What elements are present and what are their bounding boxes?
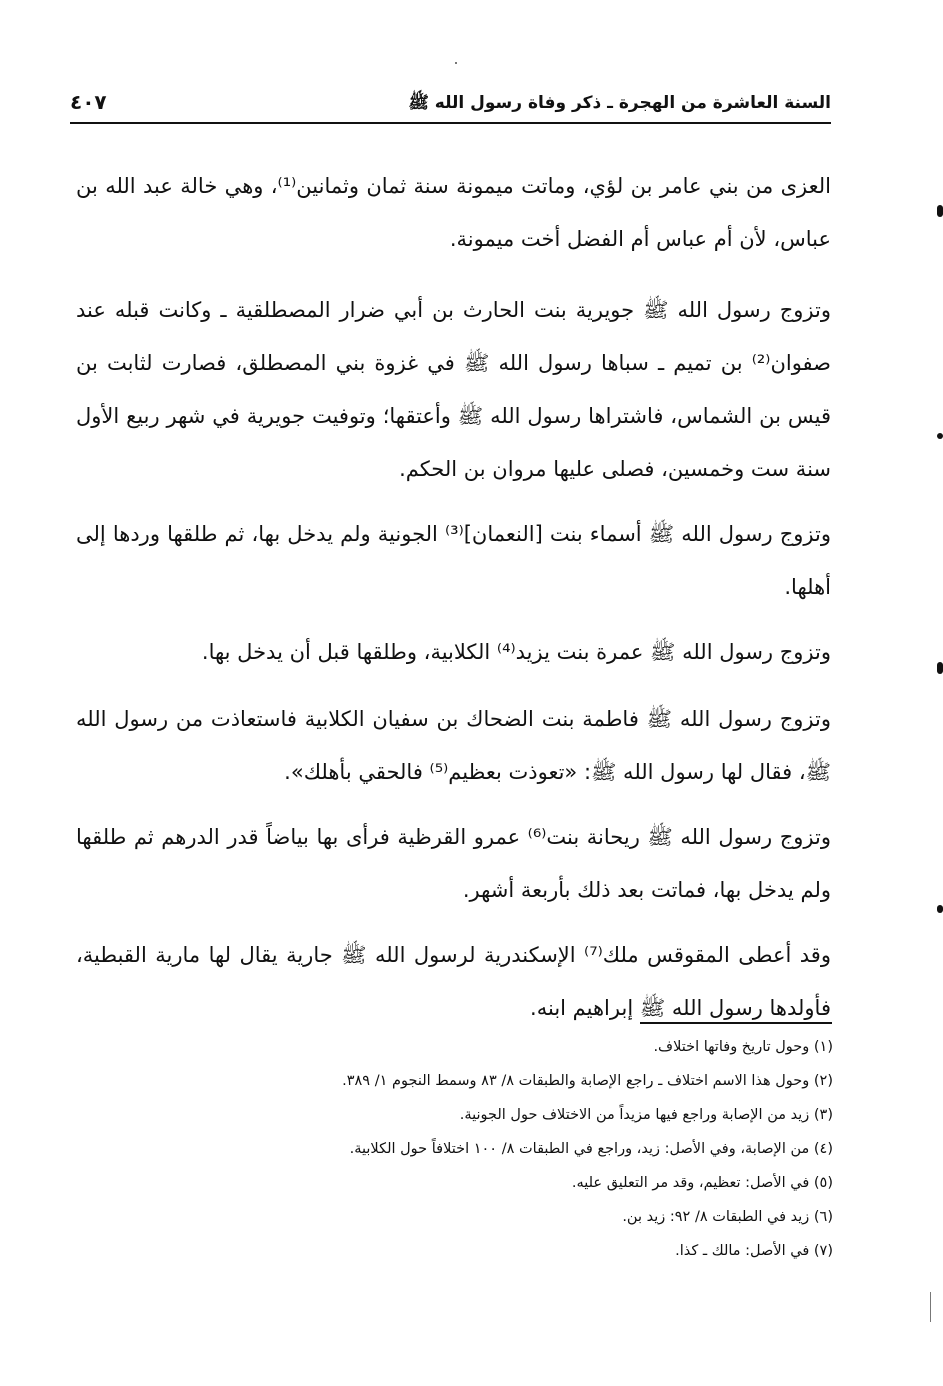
footnote-5: (٥) في الأصل: تعظيم، وقد مر التعليق عليه. <box>571 1175 833 1191</box>
scan-dot <box>455 62 457 64</box>
footnote-2: (٢) وحول هذا الاسم اختلاف ـ راجع الإصابة والطبقات ٨/ ٨٣ وسمط النجوم ١/ ٣٨٩. <box>342 1073 833 1089</box>
footnote-4: (٤) من الإصابة، وفي الأصل: زيد، وراجع في الطبقات ٨/ ١٠٠ اختلافاً حول الكلابية. <box>349 1141 833 1157</box>
scan-margin-mark <box>937 433 943 439</box>
scan-margin-mark <box>937 905 943 913</box>
scan-dot <box>930 1292 931 1322</box>
main-text <box>76 160 831 1047</box>
header-rule <box>70 122 831 124</box>
scan-margin-mark <box>937 205 943 217</box>
paragraph-5: وتزوج رسول الله ﷺ فاطمة بنت الضحاك بن سفيان الكلابية فاستعاذت من رسول الله ﷺ، فقال لها رسول الله ﷺ: «تعوذت بعظيم⁽⁵⁾ فالحقي بأهلك». <box>76 707 831 784</box>
paragraph-2: وتزوج رسول الله ﷺ جويرية بنت الحارث بن أبي ضرار المصطلقية ـ وكانت قبله عند صفوان⁽²⁾ بن تميم ـ سباها رسول الله ﷺ في غزوة بني المصطلق، فصارت لثابت بن قيس بن الشماس، فاشتراها رسول الله ﷺ وأعتقها؛ وتوفيت جويرية في شهر ربيع الأول سنة ست وخمسين، فصلى عليها مروان بن الحكم. <box>76 298 831 481</box>
footnote-6: (٦) زيد في الطبقات ٨/ ٩٢: زيد بن. <box>622 1209 833 1225</box>
running-header <box>70 92 831 132</box>
footnote-separator <box>640 1022 832 1024</box>
running-header-title: السنة العاشرة من الهجرة ـ ذكر وفاة رسول الله ﷺ <box>408 93 831 113</box>
footnote-1: (١) وحول تاريخ وفاتها اختلاف. <box>653 1039 833 1055</box>
paragraph-3: وتزوج رسول الله ﷺ أسماء بنت [النعمان]⁽³⁾ الجونية ولم يدخل بها، ثم طلقها وردها إلى أهلها. <box>76 522 832 599</box>
footnotes <box>150 1030 833 1268</box>
footnote-7: (٧) في الأصل: مالك ـ كذا. <box>675 1243 833 1259</box>
page-number: ٤٠٧ <box>70 90 107 114</box>
scan-margin-mark <box>937 662 943 674</box>
paragraph-7: وقد أعطى المقوقس ملك⁽⁷⁾ الإسكندرية لرسول الله ﷺ جارية يقال لها مارية القبطية، فأولدها رسول الله ﷺ إبراهيم ابنه. <box>76 943 831 1020</box>
paragraph-6: وتزوج رسول الله ﷺ ريحانة بنت⁽⁶⁾ عمرو القرظية فرأى بها بياضاً قدر الدرهم ثم طلقها ولم يدخل بها، فماتت بعد ذلك بأربعة أشهر. <box>76 825 832 902</box>
footnote-3: (٣) زيد من الإصابة وراجع فيها مزيداً من الاختلاف حول الجونية. <box>459 1107 833 1123</box>
paragraph-4: وتزوج رسول الله ﷺ عمرة بنت يزيد⁽⁴⁾ الكلابية، وطلقها قبل أن يدخل بها. <box>201 640 831 664</box>
paragraph-1: العزى من بني عامر بن لؤي، وماتت ميمونة سنة ثمان وثمانين⁽¹⁾، وهي خالة عبد الله بن عباس، لأن أم عباس أم الفضل أخت ميمونة. <box>76 174 831 251</box>
